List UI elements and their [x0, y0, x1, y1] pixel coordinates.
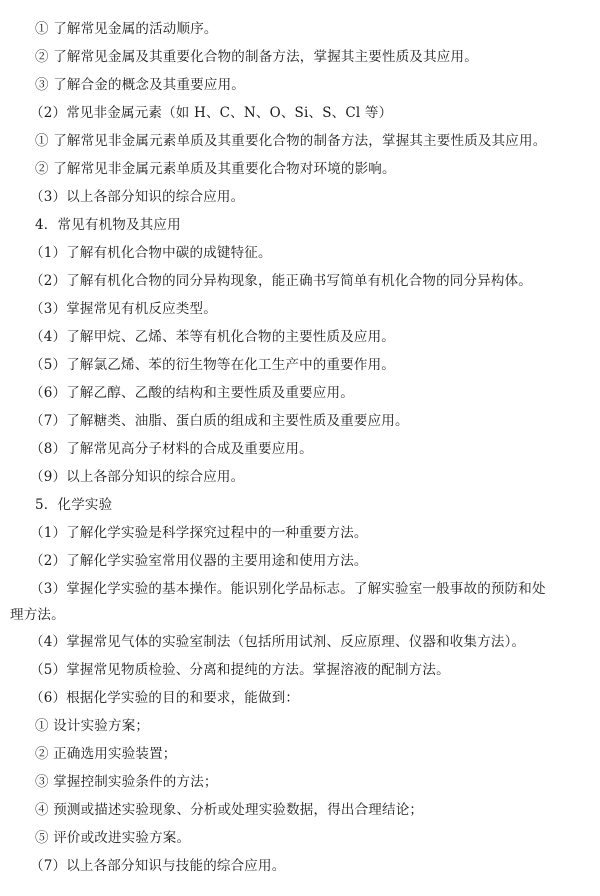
text-line: （3）以上各部分知识的综合应用。 [30, 189, 245, 205]
text-line: （6）根据化学实验的目的和要求，能做到： [30, 690, 300, 706]
text-line: （6）了解乙醇、乙酸的结构和主要性质及重要应用。 [30, 385, 354, 401]
text-line: （5）了解氯乙烯、苯的衍生物等在化工生产中的重要作用。 [30, 357, 395, 373]
text-line: （4）掌握常见气体的实验室制法（包括所用试剂、反应原理、仪器和收集方法）。 [30, 634, 526, 650]
text-line: （7）了解糖类、油脂、蛋白质的组成和主要性质及重要应用。 [30, 413, 409, 429]
section-heading: 4．常见有机物及其应用 [35, 217, 181, 233]
text-line: （2）常见非金属元素（如 H、C、N、O、Si、S、Cl 等） [30, 105, 393, 121]
text-line: ③ 了解合金的概念及其重要应用。 [35, 77, 245, 93]
text-line: （4）了解甲烷、乙烯、苯等有机化合物的主要性质及应用。 [30, 329, 395, 345]
text-line: （3）掌握化学实验的基本操作。能识别化学品标志。了解实验室一般事故的预防和处 [30, 581, 546, 597]
text-line: ④ 预测或描述实验现象、分析或处理实验数据，得出合理结论； [35, 802, 424, 818]
text-line: ② 正确选用实验装置； [35, 746, 177, 762]
text-line: ① 了解常见金属的活动顺序。 [35, 21, 218, 37]
text-line: ① 了解常见非金属元素单质及其重要化合物的制备方法，掌握其主要性质及其应用。 [35, 133, 547, 149]
text-line: ② 了解常见金属及其重要化合物的制备方法，掌握其主要性质及其应用。 [35, 49, 478, 65]
text-line: ② 了解常见非金属元素单质及其重要化合物对环境的影响。 [35, 161, 396, 177]
text-line: （3）掌握常见有机反应类型。 [30, 301, 217, 317]
text-line: ① 设计实验方案； [35, 718, 150, 734]
text-line: （2）了解有机化合物的同分异构现象，能正确书写简单有机化合物的同分异构体。 [30, 273, 532, 289]
text-line: ⑤ 评价或改进实验方案。 [35, 830, 191, 846]
text-line: （9）以上各部分知识的综合应用。 [30, 469, 245, 485]
text-line: （1）了解化学实验是科学探究过程中的一种重要方法。 [30, 525, 368, 541]
text-line: （8）了解常见高分子材料的合成及重要应用。 [30, 441, 313, 457]
text-line-continuation: 理方法。 [10, 607, 65, 623]
text-line: （2）了解化学实验室常用仪器的主要用途和使用方法。 [30, 553, 368, 569]
section-heading: 5．化学实验 [35, 497, 113, 513]
text-line: ③ 掌握控制实验条件的方法； [35, 774, 218, 790]
text-line: （5）掌握常见物质检验、分离和提纯的方法。掌握溶液的配制方法。 [30, 662, 450, 678]
text-line: （7）以上各部分知识与技能的综合应用。 [30, 858, 286, 874]
text-line: （1）了解有机化合物中碳的成键特征。 [30, 245, 272, 261]
